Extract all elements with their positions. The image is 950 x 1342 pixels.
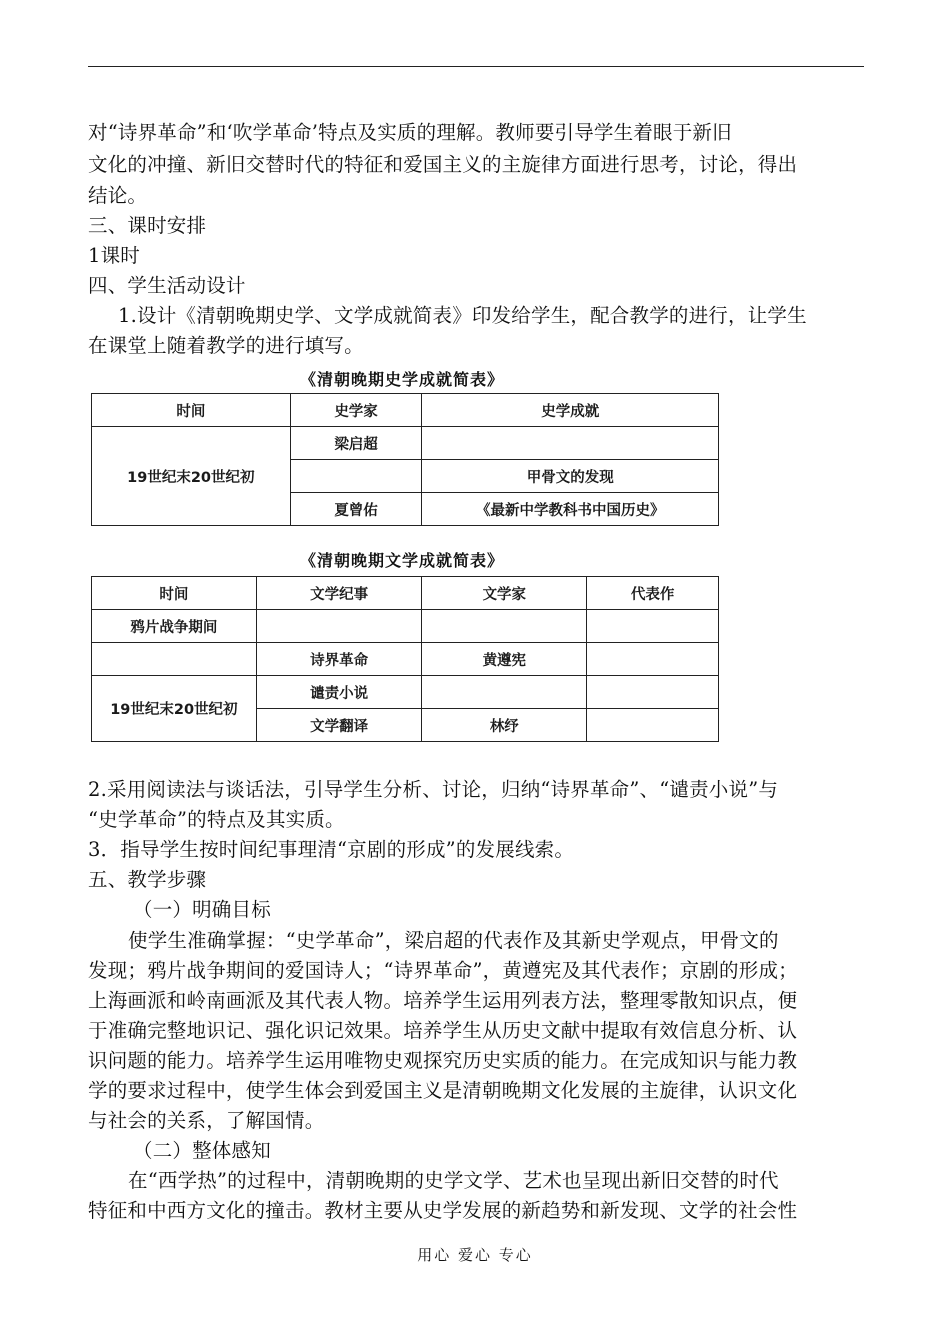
time-cell: 19世纪末20世纪初 xyxy=(92,427,291,526)
header-rule xyxy=(88,66,864,67)
work-cell xyxy=(587,709,719,742)
work-cell: 甲骨文的发现 xyxy=(422,460,719,493)
event-cell xyxy=(256,610,422,643)
work-cell: 《最新中学教科书中国历史》 xyxy=(422,493,719,526)
paragraph-line: 文化的冲撞、新旧交替时代的特征和爱国主义的主旋律方面进行思考，讨论，得出 xyxy=(88,153,798,176)
paragraph-line: 在课堂上随着教学的进行填写。 xyxy=(88,334,364,357)
table2-caption: 《清朝晚期文学成就简表》 xyxy=(300,551,505,570)
time-cell xyxy=(92,643,257,676)
paragraph-line: 1课时 xyxy=(88,244,141,267)
paragraph-line: 特征和中西方文化的撞击。教材主要从史学发展的新趋势和新发现、文学的社会性 xyxy=(88,1199,798,1222)
author-cell xyxy=(422,610,587,643)
scholar-cell: 夏曾佑 xyxy=(290,493,422,526)
work-cell xyxy=(422,427,719,460)
author-cell: 黄遵宪 xyxy=(422,643,587,676)
header-cell: 代表作 xyxy=(587,577,719,610)
header-cell: 史学家 xyxy=(290,394,422,427)
work-cell xyxy=(587,676,719,709)
event-cell: 文学翻译 xyxy=(256,709,422,742)
header-cell: 文学纪事 xyxy=(256,577,422,610)
paragraph-line: 于准确完整地识记、强化识记效果。培养学生从历史文献中提取有效信息分析、认 xyxy=(88,1019,798,1042)
section-heading: 四、学生活动设计 xyxy=(88,274,246,297)
paragraph-line: 识问题的能力。培养学生运用唯物史观探究历史实质的能力。在完成知识与能力教 xyxy=(88,1049,798,1072)
history-achievement-table xyxy=(91,393,719,526)
paragraph-line: 使学生准确掌握：“史学革命”，梁启超的代表作及其新史学观点，甲骨文的 xyxy=(128,929,779,952)
paragraph-line: 1.设计《清朝晚期史学、文学成就简表》印发给学生，配合教学的进行，让学生 xyxy=(118,304,807,327)
paragraph-line: 结论。 xyxy=(88,184,148,207)
author-cell xyxy=(422,676,587,709)
header-cell: 时间 xyxy=(92,577,257,610)
paragraph-line: 对“诗界革命”和‘吹学革命’特点及实质的理解。教师要引导学生着眼于新旧 xyxy=(88,121,732,144)
literature-achievement-table xyxy=(91,576,719,742)
header-cell: 史学成就 xyxy=(422,394,719,427)
scholar-cell: 梁启超 xyxy=(290,427,422,460)
paragraph-line: 发现；鸦片战争期间的爱国诗人；“诗界革命”，黄遵宪及其代表作；京剧的形成； xyxy=(88,959,798,982)
event-cell: 谴责小说 xyxy=(256,676,422,709)
author-cell: 林纾 xyxy=(422,709,587,742)
section-heading: 五、教学步骤 xyxy=(88,868,207,891)
paragraph-line: “史学革命”的特点及其实质。 xyxy=(88,808,345,831)
paragraph-line: 2.采用阅读法与谈话法，引导学生分析、讨论，归纳“诗界革命”、“谴责小说”与 xyxy=(88,778,779,801)
paragraph-line: 3．指导学生按时间纪事理清“京剧的形成”的发展线索。 xyxy=(88,838,575,861)
work-cell xyxy=(587,610,719,643)
paragraph-line: 上海画派和岭南画派及其代表人物。培养学生运用列表方法，整理零散知识点，便 xyxy=(88,989,798,1012)
header-cell: 文学家 xyxy=(422,577,587,610)
work-cell xyxy=(587,643,719,676)
header-cell: 时间 xyxy=(92,394,291,427)
page-footer: 用心 爱心 专心 xyxy=(417,1246,533,1264)
time-cell: 19世纪末20世纪初 xyxy=(92,676,257,742)
scholar-cell xyxy=(290,460,422,493)
paragraph-line: 与社会的关系，了解国情。 xyxy=(88,1109,325,1132)
subsection-heading: （二）整体感知 xyxy=(133,1139,271,1162)
paragraph-line: 学的要求过程中，使学生体会到爱国主义是清朝晚期文化发展的主旋律，认识文化 xyxy=(88,1079,798,1102)
time-cell: 鸦片战争期间 xyxy=(92,610,257,643)
table1-caption: 《清朝晚期史学成就简表》 xyxy=(300,370,505,389)
event-cell: 诗界革命 xyxy=(256,643,422,676)
paragraph-line: 在“西学热”的过程中，清朝晚期的史学文学、艺术也呈现出新旧交替的时代 xyxy=(128,1169,779,1192)
section-heading: 三、课时安排 xyxy=(88,214,207,237)
subsection-heading: （一）明确目标 xyxy=(133,898,271,921)
